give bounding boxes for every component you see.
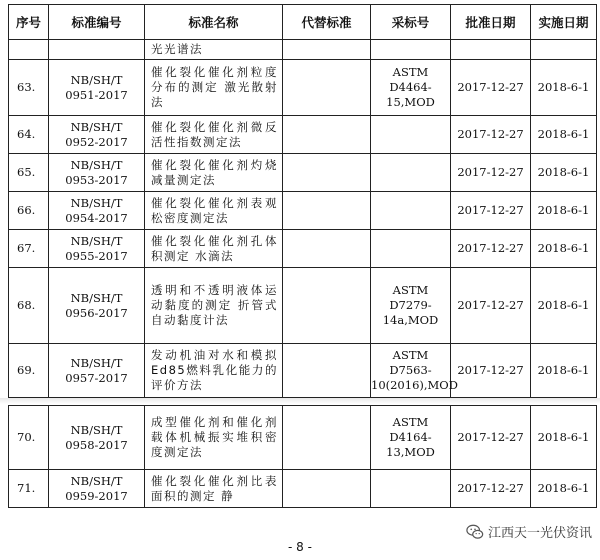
cell-no: 71.: [9, 470, 49, 508]
table-row: [9, 268, 597, 344]
table-row: [9, 116, 597, 154]
table-row: [9, 60, 597, 116]
code-line-1: NB/SH/T: [70, 157, 123, 172]
cell-name: 光光谱法: [145, 40, 283, 60]
watermark-text: 江西天一光伏资讯: [487, 526, 592, 541]
cell-approve-date: 2017-12-27: [451, 230, 531, 268]
cell-replace: [283, 406, 371, 470]
code-line-1: NB/SH/T: [70, 233, 123, 248]
cell-name: 催化裂化催化剂表观松密度测定法: [145, 192, 283, 230]
cell-implement-date: 2018-6-1: [531, 154, 597, 192]
cell-code: [49, 154, 145, 192]
table-row: [9, 230, 597, 268]
cell-name: 催化裂化催化剂比表面积的测定 静: [145, 470, 283, 508]
cell-adopt: ASTM D7279-14a,MOD: [371, 268, 451, 344]
wechat-icon: [466, 523, 484, 541]
cell-code: [49, 406, 145, 470]
watermark: [466, 522, 592, 541]
cell-adopt: [371, 230, 451, 268]
cell-no: 63.: [9, 60, 49, 116]
code-line-1: NB/SH/T: [70, 290, 123, 305]
code-line-1: NB/SH/T: [70, 119, 123, 134]
cell-name: 催化裂化催化剂微反活性指数测定法: [145, 116, 283, 154]
code-line-1: NB/SH/T: [70, 72, 123, 87]
cell-name: 发动机油对水和模拟Ed85燃料乳化能力的评价方法: [145, 344, 283, 398]
cell-code: [49, 192, 145, 230]
cell-name: 透明和不透明液体运动黏度的测定 折管式自动黏度计法: [145, 268, 283, 344]
table-row: [9, 154, 597, 192]
cell-no: [9, 40, 49, 60]
cell-code: [49, 230, 145, 268]
cell-implement-date: 2018-6-1: [531, 230, 597, 268]
code-line-2: 0956-2017: [65, 305, 128, 320]
cell-approve-date: [451, 40, 531, 60]
code-line-2: 0958-2017: [65, 437, 128, 452]
cell-approve-date: 2017-12-27: [451, 268, 531, 344]
cell-implement-date: 2018-6-1: [531, 116, 597, 154]
code-line-2: 0959-2017: [65, 488, 128, 503]
code-line-2: 0954-2017: [65, 210, 128, 225]
cell-no: 64.: [9, 116, 49, 154]
cell-replace: [283, 116, 371, 154]
cell-no: 66.: [9, 192, 49, 230]
table-row: [9, 406, 597, 470]
cell-name: 催化裂化催化剂粒度分布的测定 激光散射法: [145, 60, 283, 116]
cell-approve-date: 2017-12-27: [451, 60, 531, 116]
header-replace: 代替标准: [283, 5, 371, 40]
code-line-1: NB/SH/T: [70, 355, 123, 370]
code-line-2: 0957-2017: [65, 370, 128, 385]
header-code: 标准编号: [49, 5, 145, 40]
cell-implement-date: 2018-6-1: [531, 344, 597, 398]
cell-implement-date: 2018-6-1: [531, 268, 597, 344]
table-header-row: [9, 5, 597, 40]
cell-replace: [283, 60, 371, 116]
cell-code: [49, 344, 145, 398]
cell-approve-date: 2017-12-27: [451, 154, 531, 192]
cell-no: 65.: [9, 154, 49, 192]
cell-name: 成型催化剂和催化剂载体机械振实堆积密度测定法: [145, 406, 283, 470]
code-line-1: NB/SH/T: [70, 422, 123, 437]
cell-implement-date: [531, 40, 597, 60]
cell-approve-date: 2017-12-27: [451, 344, 531, 398]
page-number: - 8 -: [288, 540, 312, 554]
header-approve-date: 批准日期: [451, 5, 531, 40]
cell-approve-date: 2017-12-27: [451, 192, 531, 230]
header-name: 标准名称: [145, 5, 283, 40]
cell-replace: [283, 268, 371, 344]
table-row: [9, 192, 597, 230]
table-row: [9, 470, 597, 508]
cell-code: [49, 470, 145, 508]
cell-approve-date: 2017-12-27: [451, 470, 531, 508]
cell-adopt: ASTM D7563-10(2016),MOD: [371, 344, 451, 398]
cell-implement-date: 2018-6-1: [531, 192, 597, 230]
code-line-2: 0955-2017: [65, 248, 128, 263]
cell-replace: [283, 154, 371, 192]
cell-no: 69.: [9, 344, 49, 398]
header-adopt: 采标号: [371, 5, 451, 40]
code-line-1: NB/SH/T: [70, 473, 123, 488]
code-line-2: 0953-2017: [65, 172, 128, 187]
cell-adopt: [371, 154, 451, 192]
cell-replace: [283, 470, 371, 508]
cell-implement-date: 2018-6-1: [531, 406, 597, 470]
cell-replace: [283, 40, 371, 60]
cell-no: 67.: [9, 230, 49, 268]
cell-replace: [283, 344, 371, 398]
cell-code: [49, 116, 145, 154]
header-implement-date: 实施日期: [531, 5, 597, 40]
code-line-2: 0951-2017: [65, 87, 128, 102]
cell-code: [49, 40, 145, 60]
code-line-1: NB/SH/T: [70, 195, 123, 210]
cell-adopt: [371, 116, 451, 154]
cell-no: 70.: [9, 406, 49, 470]
standards-table-continued: [8, 405, 597, 508]
cell-replace: [283, 230, 371, 268]
cell-adopt: [371, 40, 451, 60]
cell-no: 68.: [9, 268, 49, 344]
cell-adopt: [371, 192, 451, 230]
cell-implement-date: 2018-6-1: [531, 60, 597, 116]
page-fold-divider: [0, 398, 600, 404]
cell-code: [49, 268, 145, 344]
cell-name: 催化裂化催化剂孔体积测定 水滴法: [145, 230, 283, 268]
cell-name: 催化裂化催化剂灼烧减量测定法: [145, 154, 283, 192]
cell-implement-date: 2018-6-1: [531, 470, 597, 508]
cell-adopt: [371, 470, 451, 508]
standards-table: [8, 4, 597, 398]
cell-approve-date: 2017-12-27: [451, 116, 531, 154]
cell-code: [49, 60, 145, 116]
cell-adopt: ASTM D4464-15,MOD: [371, 60, 451, 116]
cell-approve-date: 2017-12-27: [451, 406, 531, 470]
header-no: 序号: [9, 5, 49, 40]
cell-adopt: ASTM D4164-13,MOD: [371, 406, 451, 470]
table-row: [9, 344, 597, 398]
cell-replace: [283, 192, 371, 230]
table-row-continuation: [9, 40, 597, 60]
code-line-2: 0952-2017: [65, 134, 128, 149]
